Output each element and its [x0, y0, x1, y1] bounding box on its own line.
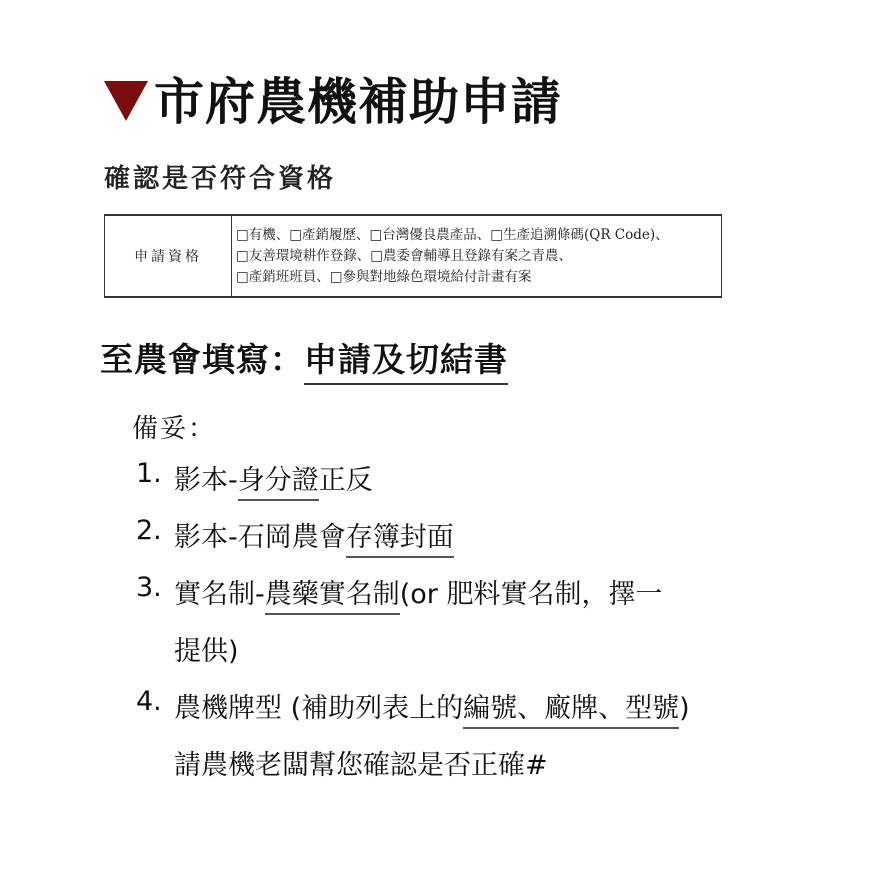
text-segment: 農機牌型 (補助列表上的: [174, 693, 464, 724]
text-segment: (or 肥料實名制，擇一: [399, 579, 663, 610]
checklist-item-number: 4.: [136, 686, 162, 717]
checklist-item-line: [174, 515, 836, 572]
text-segment: 正反: [318, 465, 373, 496]
checklist-item: [136, 515, 836, 572]
checklist-item: [136, 686, 836, 800]
checklist-item-text: [174, 515, 836, 572]
qualification-line: □有機、□產銷履歷、□台灣優良農產品、□生產追溯條碼(QR Code)、: [236, 227, 669, 243]
checklist-item-line: [174, 572, 836, 629]
submission-form-name: 申請及切結書: [304, 340, 508, 385]
checklist-item: [136, 572, 836, 686]
triangle-bullet-icon: [104, 81, 148, 121]
underlined-text: 身分證: [238, 465, 319, 501]
checklist-item-line: [174, 629, 836, 686]
checklist-item-line: [174, 686, 836, 743]
qualification-line: □友善環境耕作登錄、□農委會輔導且登錄有案之青農、: [236, 248, 573, 264]
submission-prefix: 至農會填寫：: [100, 340, 304, 379]
checklist-item: [136, 458, 836, 515]
text-segment: 影本-石岡農會: [174, 522, 346, 553]
underlined-text: 編號、廠牌、型號: [463, 693, 679, 729]
checklist-item-number: 3.: [136, 572, 162, 603]
qualification-table-label: 申請資格: [105, 216, 232, 296]
underlined-text: 存簿封面: [346, 522, 454, 558]
checklist-item-line: [174, 458, 836, 515]
document-checklist: [136, 458, 836, 800]
text-segment: 請農機老闆幫您確認是否正確#: [174, 750, 548, 781]
underlined-text: 農藥實名制: [265, 579, 400, 615]
submission-heading: [100, 334, 508, 381]
qualification-table: [104, 214, 722, 298]
qualification-heading: 確認是否符合資格: [104, 164, 337, 194]
checklist-item-line: [174, 743, 836, 800]
page-title: 市府農機補助申請: [154, 73, 562, 131]
checklist-item-text: [174, 686, 836, 800]
qualification-table-content: [232, 216, 721, 296]
text-segment: ): [679, 693, 690, 724]
qualification-line: □產銷班班員、□參與對地綠色環境給付計畫有案: [236, 269, 532, 285]
text-segment: 實名制-: [174, 579, 265, 610]
checklist-item-text: [174, 458, 836, 515]
text-segment: 提供): [174, 636, 239, 667]
prepare-heading: 備妥：: [132, 414, 217, 444]
checklist-item-number: 1.: [136, 458, 162, 489]
checklist-item-number: 2.: [136, 515, 162, 546]
text-segment: 影本-: [174, 465, 238, 496]
page-header: [104, 62, 562, 134]
checklist-item-text: [174, 572, 836, 686]
